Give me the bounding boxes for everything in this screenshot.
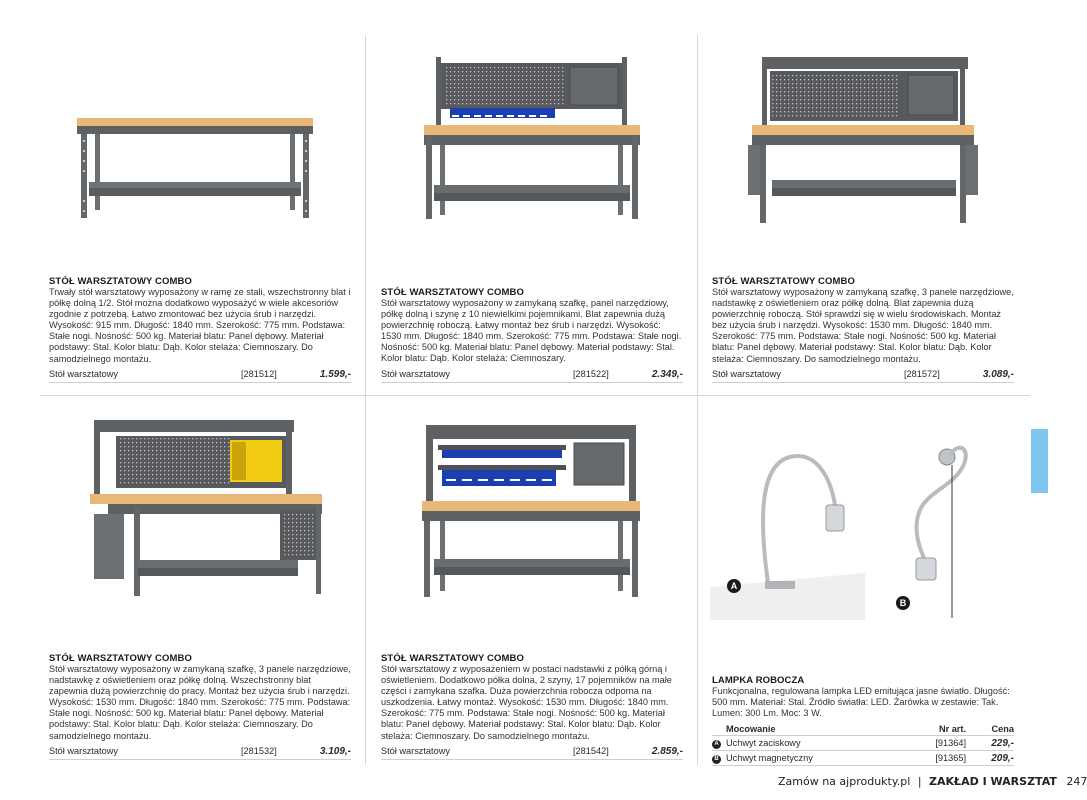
product-description: Stół warsztatowy wyposażony w zamykaną szafkę, panel narzędziowy, półkę dolną i szynę z 10 niewielkimi pojemnikami. Blat zapewnia dużą powierzchnię roboczą. Łatwy montaż bez śrub i narzędzi. Wysokość: 1530 mm. Długość: 1840 mm. Szerokość: 775 mm. Podstawa: Stałe nogi. Nośność: 500 kg. Materiał blatu: Panel dębowy. Materiał podstawy: Stal. Kolor blatu: Dąb. Kolor stelaża: Ciemnoszary. [381,298,682,364]
item-label: Stół warsztatowy [49,745,118,756]
price-row [381,744,683,760]
article-number: [91365] [896,751,974,766]
product-card [49,276,351,383]
page-number: 247 [1066,775,1087,788]
article-number: [281522] [573,368,609,379]
table-row [712,751,1014,766]
lamp-price-table [712,723,1014,766]
lamp-card [712,675,1014,766]
price: 209,- [974,751,1014,766]
row-divider [40,395,1030,396]
price-row [712,367,1014,383]
section-name: ZAKŁAD I WARSZTAT [929,775,1057,788]
product-title: STÓŁ WARSZTATOWY COMBO [381,287,524,298]
column-header-article: Nr art. [896,723,974,736]
product-card [381,653,683,760]
badge-b: B [712,755,721,764]
column-header-price: Cena [974,723,1014,736]
product-image-workbench-lighting-panels [748,55,978,225]
product-card [712,276,1014,383]
price: 3.109,- [319,745,351,757]
price: 2.859,- [651,745,683,757]
mount-type: Uchwyt zaciskowy [726,736,896,751]
product-title: LAMPKA ROBOCZA [712,675,805,686]
price: 2.349,- [651,368,683,380]
badge-a: A [712,740,721,749]
mount-type: Uchwyt magnetyczny [726,751,896,766]
footer-separator: | [917,775,922,788]
lamp-b-label: B [896,596,910,610]
product-image-workbench-pegboard-bins [422,55,642,220]
product-description: Stół warsztatowy wyposażony w zamykaną szafkę, 3 panele narzędziowe, nadstawkę z oświetleniem oraz półkę dolną. Blat zapewnia dużą powierzchnię roboczą. Stół sprawdzi się w wielu środowiskach. Montaż bez użycia śrub i narzędzi. Wysokość: 1530 mm. Długość: 1840 mm. Szerokość: 775 mm. Podstawa: Stałe nogi. Nośność: 500 kg. Materiał blatu: Panel dębowy. Materiał podstawy: Stal. Kolor blatu: Dąb. Kolor stelaża: Ciemnoszary. Do samodzielnego montażu. [712,287,1014,364]
price: 3.089,- [982,368,1014,380]
product-image-workbench-basic [75,100,315,220]
product-description: Funkcjonalna, regulowana lampka LED emitująca jasne światło. Długość: 500 mm. Materiał: Stal. Źródło światła: LED. Żarówka w zestawie: Tak. Lumen: 300 Lm. Moc: 3 W. [712,686,1010,719]
article-number: [91364] [896,736,974,751]
item-label: Stół warsztatowy [49,368,118,379]
price: 229,- [974,736,1014,751]
product-card [381,287,683,383]
order-link-text[interactable]: Zamów na ajprodukty.pl [778,775,911,788]
product-title: STÓŁ WARSZTATOWY COMBO [49,276,192,287]
item-label: Stół warsztatowy [712,368,781,379]
article-number: [281512] [241,368,277,379]
section-tab-marker [1031,429,1048,493]
column-divider [365,35,366,765]
product-image-workbench-rails-bins [418,423,643,598]
table-row [712,736,1014,751]
product-image-workbench-yellow-cabinet [88,418,328,598]
product-description: Stół warsztatowy z wyposażeniem w postaci nadstawki z półką górną i oświetleniem. Dodatkowo półka dolna, 2 szyny, 17 pojemników na małe części i zamykana szafka. Duża powierzchnia robocza odporna na uszkodzenia. Łatwy montaż. Wysokość: 1530 mm. Długość: 1840 mm. Szerokość: 775 mm. Podstawa: Stałe nogi. Nośność: 500 kg. Materiał blatu: Panel dębowy. Materiał podstawy: Stal. Kolor blatu: Dąb. Kolor stelaża: Ciemnoszary. Do samodzielnego montażu. [381,664,672,741]
product-description: Trwały stół warsztatowy wyposażony w ramę ze stali, wszechstronny blat i półkę dolną 1/2. Stół można dodatkowo wyposażyć w wiele akcesoriów zgodnie z potrzebą. Łatwo zmontować bez użycia śrub i narzędzi. Wysokość: 915 mm. Długość: 1840 mm. Szerokość: 775 mm. Podstawa: Stałe nogi. Nośność: 500 kg. Materiał blatu: Panel dębowy. Materiał podstawy: Stal. Kolor blatu: Dąb. Kolor stelaża: Ciemnoszary. Do samodzielnego montażu. [49,287,351,364]
product-title: STÓŁ WARSZTATOWY COMBO [49,653,192,664]
item-label: Stół warsztatowy [381,368,450,379]
product-image-lamp-magnetic [900,440,980,620]
article-number: [281532] [241,745,277,756]
article-number: [281542] [573,745,609,756]
column-header-mount: Mocowanie [726,723,896,736]
product-title: STÓŁ WARSZTATOWY COMBO [381,653,524,664]
price-row [49,744,351,760]
article-number: [281572] [904,368,940,379]
lamp-a-label: A [727,579,741,593]
product-description: Stół warsztatowy wyposażony w zamykaną szafkę, 3 panele narzędziowe, nadstawkę z oświetleniem oraz półkę dolną. Wszechstronny blat zapewnia dużą powierzchnię do pracy. Montaż bez użycia śrub i narzędzi. Wysokość: 1530 mm. Długość: 1840 mm. Szerokość: 775 mm. Podstawa: Stałe nogi. Nośność: 500 kg. Materiał blatu: Panel dębowy. Materiał podstawy: Stal. Kolor blatu: Dąb. Kolor stelaża: Ciemnoszary. Do samodzielnego montażu. [49,664,351,741]
price: 1.599,- [319,368,351,380]
product-image-lamp-clamp [710,445,870,620]
price-row [49,367,351,383]
item-label: Stół warsztatowy [381,745,450,756]
product-card [49,653,351,760]
price-row [381,367,683,383]
column-divider [697,35,698,765]
page-footer [778,775,1087,788]
product-title: STÓŁ WARSZTATOWY COMBO [712,276,855,287]
